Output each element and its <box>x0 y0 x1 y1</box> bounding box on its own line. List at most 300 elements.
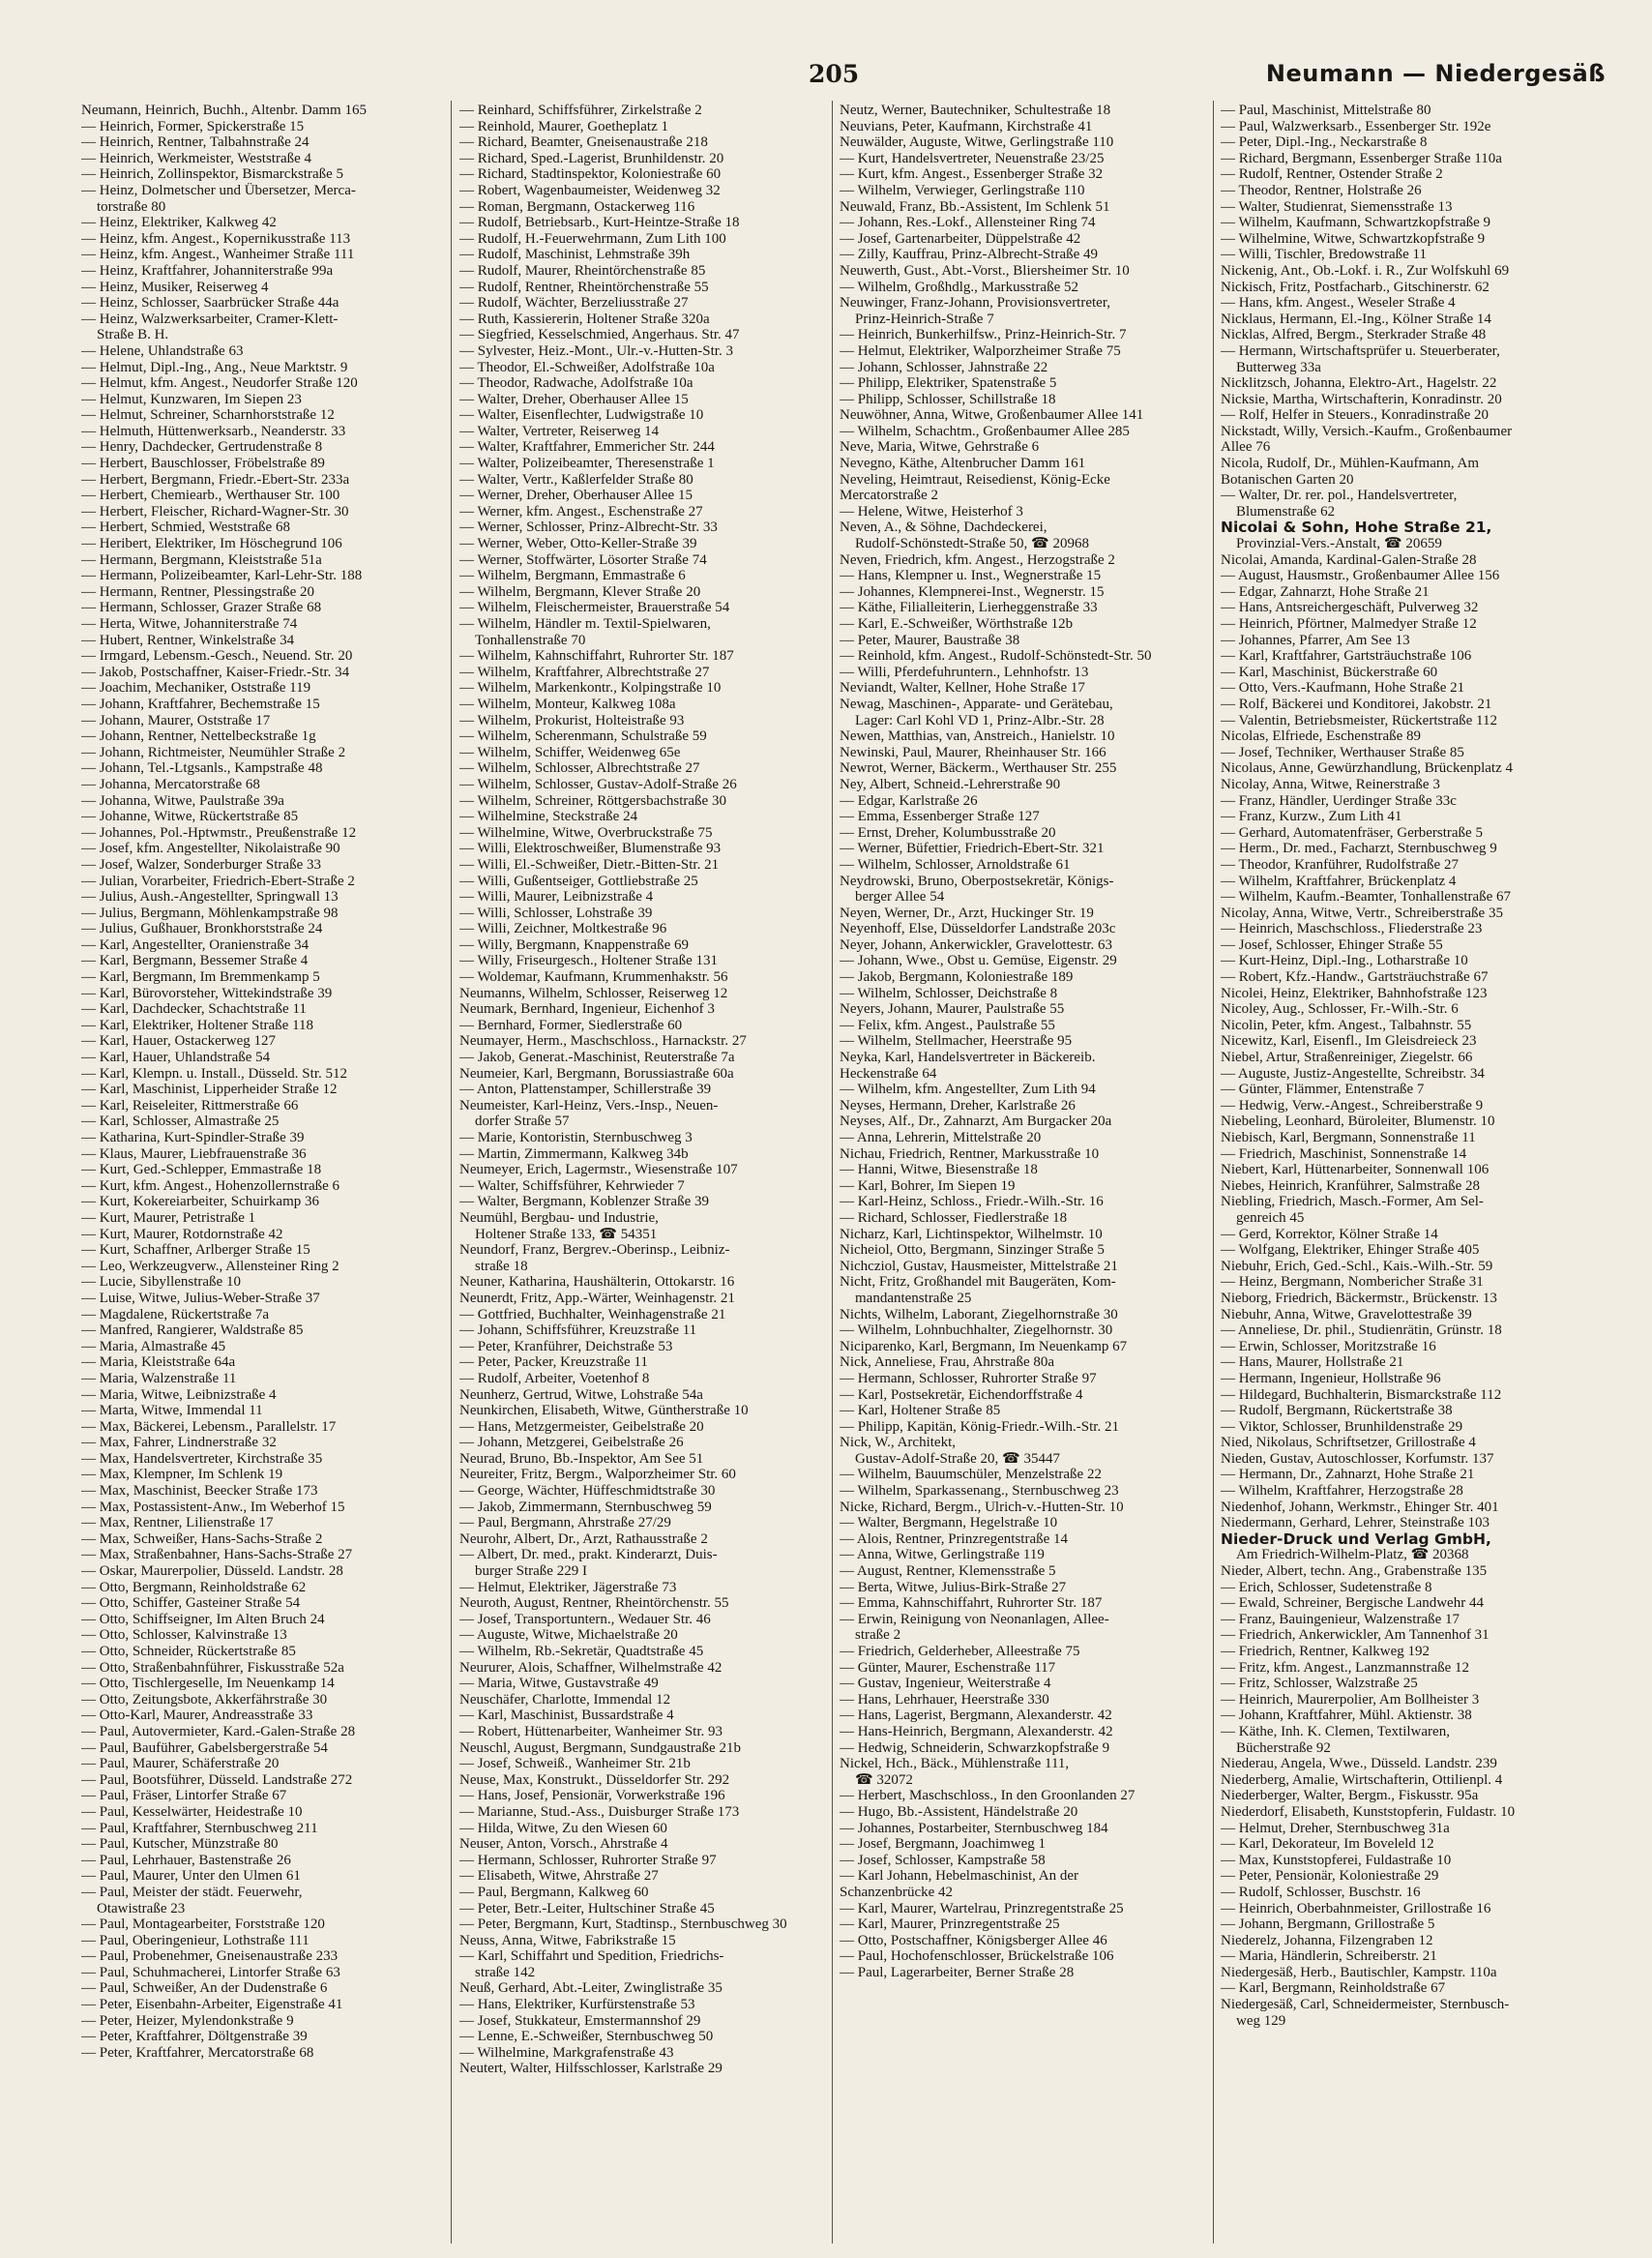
directory-entry: Niebel, Artur, Straßenreiniger, Ziegelstr. 66 <box>1221 1050 1473 1066</box>
directory-entry: — Max, Klempner, Im Schlenk 19 <box>81 1467 283 1483</box>
directory-entry: — Jakob, Bergmann, Koloniestraße 189 <box>840 969 1074 986</box>
directory-entry: Newen, Matthias, van, Anstreich., Hanielstr. 10 <box>840 728 1115 745</box>
directory-entry: — Willi, Schlosser, Lohstraße 39 <box>459 905 653 921</box>
directory-entry: — Otto, Postschaffner, Königsberger Allee 46 <box>840 1932 1107 1948</box>
directory-entry: — Karl, Schiffahrt und Spedition, Friedrichs- <box>459 1948 724 1965</box>
directory-entry: Neviandt, Walter, Kellner, Hohe Straße 17 <box>840 680 1085 697</box>
directory-entry: — Herta, Witwe, Johanniterstraße 74 <box>81 616 298 632</box>
directory-entry: — Johann, Schiffsführer, Kreuzstraße 11 <box>459 1322 697 1339</box>
directory-entry: — Wilhelm, Bergmann, Emmastraße 6 <box>459 568 686 584</box>
directory-entry: — Otto, Schiffer, Gasteiner Straße 54 <box>81 1595 301 1612</box>
directory-entry: Niederdorf, Elisabeth, Kunststopferin, Fuldastr. 10 <box>1221 1803 1516 1820</box>
directory-entry: — August, Rentner, Klemensstraße 5 <box>840 1563 1056 1580</box>
directory-entry: — Paul, Probenehmer, Gneisenaustraße 233 <box>81 1948 339 1965</box>
directory-entry: — Karl, Klempn. u. Install., Düsseld. Str. 512 <box>81 1065 347 1082</box>
directory-entry: — Theodor, Radwache, Adolfstraße 10a <box>459 375 693 392</box>
directory-entry: — Wilhelm, Bauumschüler, Menzelstraße 22 <box>840 1467 1102 1483</box>
directory-entry: — Julius, Gußhauer, Bronkhorststraße 24 <box>81 921 323 937</box>
directory-entry: — Kurt, Kokereiarbeiter, Schuirkamp 36 <box>81 1194 319 1210</box>
directory-entry: — Karl, Maurer, Wartelrau, Prinzregentstraße 25 <box>840 1900 1124 1916</box>
directory-entry: — Rolf, Helfer in Steuers., Konradinstraße 20 <box>1221 407 1490 424</box>
directory-entry: Nick, Anneliese, Frau, Ahrstraße 80a <box>840 1354 1055 1371</box>
directory-entry: Neureiter, Fritz, Bergm., Walporzheimer Str. 60 <box>459 1467 736 1483</box>
directory-entry: — Robert, Kfz.-Handw., Gartsträuchstraße 67 <box>1221 969 1489 986</box>
directory-entry: — Werner, Schlosser, Prinz-Albrecht-Str. 33 <box>459 520 718 536</box>
directory-entry: — Auguste, Witwe, Michaelstraße 20 <box>459 1627 678 1644</box>
directory-entry: Neutz, Werner, Bautechniker, Schultestraße 18 <box>840 103 1111 118</box>
directory-entry: Nieder, Albert, techn. Ang., Grabenstraße 135 <box>1221 1563 1488 1580</box>
directory-entry: — Friedrich, Maschinist, Sonnenstraße 14 <box>1221 1145 1467 1162</box>
directory-entry: — Reinhold, kfm. Angest., Rudolf-Schönstedt-Str. 50 <box>840 648 1152 665</box>
directory-entry: — Julius, Bergmann, Möhlenkampstraße 98 <box>81 905 339 921</box>
directory-entry: — Robert, Wagenbaumeister, Weidenweg 32 <box>459 182 721 198</box>
directory-entry: — Kurt-Heinz, Dipl.-Ing., Lotharstraße 10 <box>1221 953 1468 969</box>
directory-entry: — Peter, Heizer, Mylendonkstraße 9 <box>81 2012 294 2029</box>
directory-entry: — Karl, Maschinist, Lipperheider Straße 12 <box>81 1082 338 1098</box>
directory-entry: — Hans, Klempner u. Inst., Wegnerstraße 15 <box>840 568 1102 584</box>
directory-entry: — Kurt, Maurer, Petristraße 1 <box>81 1209 256 1226</box>
directory-entry: — Otto, Schiffseigner, Im Alten Bruch 24 <box>81 1611 325 1627</box>
directory-entry: — George, Wächter, Hüffeschmidtstraße 30 <box>459 1483 716 1500</box>
directory-entry: Am Friedrich-Wilhelm-Platz, ☎ 20368 <box>1236 1547 1469 1563</box>
directory-entry: straße 142 <box>475 1964 536 1980</box>
directory-entry: — Lucie, Sibyllenstraße 10 <box>81 1274 241 1291</box>
directory-entry: — Helmut, Dreher, Sternbuschweg 31a <box>1221 1820 1450 1836</box>
directory-entry: — Heinrich, Former, Spickerstraße 15 <box>81 118 305 134</box>
directory-entry: — Anton, Plattenstamper, Schillerstraße 39 <box>459 1082 712 1098</box>
directory-entry: — Wilhelm, Kraftfahrer, Herzogstraße 28 <box>1221 1483 1463 1500</box>
directory-entry: — Hermann, Bergmann, Kleiststraße 51a <box>81 551 322 568</box>
directory-entry: — Paul, Montagearbeiter, Forststraße 120 <box>81 1916 325 1933</box>
directory-entry: — Wilhelm, Kaufmann, Schwartzkopfstraße 9 <box>1221 215 1491 231</box>
directory-entry: Nieder-Druck und Verlag GmbH, <box>1221 1530 1491 1548</box>
directory-entry: — Kurt, kfm. Angest., Hohenzollernstraße 6 <box>81 1177 340 1194</box>
directory-entry: — Richard, Sped.-Lagerist, Brunhildenstr. 20 <box>459 150 724 166</box>
directory-entry: — Max, Bäckerei, Lebensm., Parallelstr. 17 <box>81 1418 337 1435</box>
directory-entry: — Johannes, Pol.-Hptwmstr., Preußenstraße 12 <box>81 824 357 841</box>
directory-entry: Neurad, Bruno, Bb.-Inspektor, Am See 51 <box>459 1450 704 1467</box>
directory-entry: — Max, Maschinist, Beecker Straße 173 <box>81 1483 318 1500</box>
directory-entry: torstraße 80 <box>97 198 166 215</box>
directory-entry: — Karl, Hauer, Uhlandstraße 54 <box>81 1050 271 1066</box>
directory-entry: — Albert, Dr. med., prakt. Kinderarzt, Duis- <box>459 1547 718 1563</box>
directory-entry: — Peter, Packer, Kreuzstraße 11 <box>459 1354 648 1371</box>
directory-entry: Neunerdt, Fritz, App.-Wärter, Weinhagenstr. 21 <box>459 1290 735 1306</box>
directory-entry: — Helmut, Elektriker, Walporzheimer Straße 75 <box>840 342 1121 359</box>
directory-entry: — Rolf, Bäckerei und Konditorei, Jakobstr. 21 <box>1221 696 1492 712</box>
directory-entry: mandantenstraße 25 <box>855 1290 972 1306</box>
directory-entry: — Wilhelm, Schiffer, Weidenweg 65e <box>459 744 681 760</box>
directory-entry: — Heinz, Bergmann, Nombericher Straße 31 <box>1221 1274 1484 1291</box>
directory-entry: Neve, Maria, Witwe, Gehrstraße 6 <box>840 439 1040 456</box>
directory-entry: — Erwin, Reinigung von Neonanlagen, Allee- <box>840 1611 1109 1627</box>
directory-entry: — Wilhelm, Bergmann, Klever Straße 20 <box>459 583 701 600</box>
directory-entry: Niebuhr, Erich, Ged.-Schl., Kais.-Wilh.-Str. 59 <box>1221 1258 1493 1274</box>
directory-entry: — August, Hausmstr., Großenbaumer Allee 156 <box>1221 568 1500 584</box>
directory-entry: — Werner, Stoffwärter, Lösorter Straße 74 <box>459 551 707 568</box>
directory-entry: — Karl, Bohrer, Im Siepen 19 <box>840 1177 1016 1194</box>
directory-entry: — Wilhelm, Kahnschiffahrt, Ruhrorter Str. 187 <box>459 648 734 665</box>
directory-entry: — Karl, Maschinist, Bussardstraße 4 <box>459 1708 674 1724</box>
directory-entry: — Peter, Kranführer, Deichstraße 53 <box>459 1338 673 1354</box>
directory-entry: — Gerhard, Automatenfräser, Gerberstraße 5 <box>1221 824 1483 841</box>
directory-entry: — Johann, Wwe., Obst u. Gemüse, Eigenstr. 29 <box>840 953 1117 969</box>
directory-entry: — Wilhelm, Monteur, Kalkweg 108a <box>459 696 676 712</box>
directory-entry: Neunkirchen, Elisabeth, Witwe, Güntherstraße 10 <box>459 1403 749 1419</box>
directory-entry: — Käthe, Filialleiterin, Lierheggenstraße 33 <box>840 600 1098 616</box>
directory-entry: Neururer, Alois, Schaffner, Wilhelmstraße 42 <box>459 1659 723 1676</box>
directory-entry: Rudolf-Schönstedt-Straße 50, ☎ 20968 <box>855 536 1089 552</box>
directory-entry: — Wilhelmine, Witwe, Overbruckstraße 75 <box>459 824 713 841</box>
directory-entry: — Paul, Bergmann, Kalkweg 60 <box>459 1884 649 1900</box>
directory-entry: — Kurt, Maurer, Rotdornstraße 42 <box>81 1226 283 1242</box>
directory-entry: Nickenig, Ant., Ob.-Lokf. i. R., Zur Wolfskuhl 69 <box>1221 262 1510 279</box>
directory-entry: — Wilhelm, Schreiner, Röttgersbachstraße 30 <box>459 792 726 809</box>
directory-entry: Nichcziol, Gustav, Hausmeister, Mittelstraße 21 <box>840 1258 1118 1274</box>
directory-entry: Heckenstraße 64 <box>840 1065 937 1082</box>
directory-entry: — Paul, Walzwerksarb., Essenberger Str. 192e <box>1221 118 1491 134</box>
column-divider <box>451 101 452 2243</box>
directory-entry: — Wilhelm, Schlosser, Albrechtstraße 27 <box>459 760 700 777</box>
directory-entry: — Karl, Postsekretär, Eichendorffstraße 4 <box>840 1386 1083 1403</box>
directory-entry: Tonhallenstraße 70 <box>475 632 586 648</box>
directory-entry: — Helmut, Schreiner, Scharnhorststraße 12 <box>81 407 335 424</box>
directory-entry: — Paul, Meister der städt. Feuerwehr, <box>81 1884 303 1900</box>
directory-entry: — Lenne, E.-Schweißer, Sternbuschweg 50 <box>459 2029 714 2045</box>
directory-entry: — Paul, Maurer, Schäferstraße 20 <box>81 1756 280 1772</box>
directory-entry: — Heinrich, Maschschloss., Fliederstraße 23 <box>1221 921 1483 937</box>
directory-entry: — Johann, Rentner, Nettelbeckstraße 1g <box>81 728 316 745</box>
directory-entry: — Wilhelm, Großhdlg., Markusstraße 52 <box>840 279 1079 295</box>
directory-entry: Provinzial-Vers.-Anstalt, ☎ 20659 <box>1236 536 1442 552</box>
directory-entry: — Johann, Richtmeister, Neumühler Straße 2 <box>81 744 346 760</box>
directory-entry: — Max, Fahrer, Lindnerstraße 32 <box>81 1435 277 1451</box>
directory-entry: — Wilhelm, Scherenmann, Schulstraße 59 <box>459 728 707 745</box>
directory-entry: — Josef, Schlosser, Kampstraße 58 <box>840 1852 1046 1868</box>
directory-entry: — Emma, Essenberger Straße 127 <box>840 809 1040 825</box>
directory-entry: Niebisch, Karl, Bergmann, Sonnenstraße 11 <box>1221 1130 1476 1145</box>
directory-entry: — Willy, Friseurgesch., Holtener Straße 131 <box>459 953 718 969</box>
directory-entry: — Heinrich, Werkmeister, Weststraße 4 <box>81 150 312 166</box>
directory-entry: — Wolfgang, Elektriker, Ehinger Straße 405 <box>1221 1242 1480 1259</box>
directory-entry: Niedermann, Gerhard, Lehrer, Steinstraße 103 <box>1221 1515 1490 1531</box>
directory-entry: — Kurt, Handelsvertreter, Neuenstraße 23/25 <box>840 150 1105 166</box>
directory-entry: — Johann, Res.-Lokf., Allensteiner Ring 74 <box>840 215 1096 231</box>
directory-entry: — Hilda, Witwe, Zu den Wiesen 60 <box>459 1820 667 1836</box>
directory-entry: Niedergesäß, Carl, Schneidermeister, Sternbusch- <box>1221 1997 1510 2013</box>
directory-entry: — Karl, Holtener Straße 85 <box>840 1403 1001 1419</box>
directory-entry: — Johann, Bergmann, Grillostraße 5 <box>1221 1916 1435 1933</box>
directory-entry: Niebes, Heinrich, Kranführer, Salmstraße 28 <box>1221 1177 1481 1194</box>
directory-entry: — Otto, Bergmann, Reinholdstraße 62 <box>81 1579 307 1595</box>
directory-entry: Neven, A., & Söhne, Dachdeckerei, <box>840 520 1047 536</box>
directory-entry: — Henry, Dachdecker, Gertrudenstraße 8 <box>81 439 323 456</box>
directory-entry: — Franz, Händler, Uerdinger Straße 33c <box>1221 792 1457 809</box>
directory-entry: Neyen, Werner, Dr., Arzt, Huckinger Str. 19 <box>840 905 1094 921</box>
directory-entry: — Theodor, Kranführer, Rudolfstraße 27 <box>1221 856 1459 873</box>
directory-entry: Neuse, Max, Konstrukt., Düsseldorfer Str. 292 <box>459 1771 730 1788</box>
directory-entry: Nicht, Fritz, Großhandel mit Baugeräten, Kom- <box>840 1274 1116 1291</box>
directory-entry: — Valentin, Betriebsmeister, Rückertstraße 112 <box>1221 712 1497 728</box>
directory-entry: — Johann, Schlosser, Jahnstraße 22 <box>840 359 1048 375</box>
directory-entry: — Julius, Aush.-Angestellter, Springwall 13 <box>81 889 339 906</box>
directory-entry: — Paul, Bootsführer, Düsseld. Landstraße 272 <box>81 1771 353 1788</box>
directory-entry: — Otto, Zeitungsbote, Akkerfährstraße 30 <box>81 1691 328 1708</box>
directory-entry: — Hans, Lehrhauer, Heerstraße 330 <box>840 1691 1049 1708</box>
directory-entry: — Karl, Dachdecker, Schachtstraße 11 <box>81 1001 307 1018</box>
directory-entry: — Zilly, Kauffrau, Prinz-Albrecht-Straße 49 <box>840 247 1099 263</box>
directory-entry: — Werner, Weber, Otto-Keller-Straße 39 <box>459 536 697 552</box>
directory-entry: — Katharina, Kurt-Spindler-Straße 39 <box>81 1130 305 1145</box>
column-1 <box>81 103 451 2245</box>
directory-entry: — Walter, Dr. rer. pol., Handelsvertreter, <box>1221 488 1458 504</box>
directory-entry: — Otto, Schneider, Rückertstraße 85 <box>81 1644 296 1659</box>
page-header <box>77 60 1613 93</box>
directory-entry: — Kurt, Ged.-Schlepper, Emmastraße 18 <box>81 1162 322 1178</box>
directory-entry: — Friedrich, Ankerwickler, Am Tannenhof 31 <box>1221 1627 1490 1644</box>
directory-entry: — Anneliese, Dr. phil., Studienrätin, Grünstr. 18 <box>1221 1322 1502 1339</box>
directory-entry: Nicolay, Anna, Witwe, Vertr., Schreiberstraße 35 <box>1221 905 1503 921</box>
directory-entry: Neumanns, Wilhelm, Schlosser, Reiserweg 12 <box>459 985 728 1001</box>
directory-entry: Neumeier, Karl, Bergmann, Borussiastraße 60a <box>459 1065 734 1082</box>
directory-entry: — Heinz, Elektriker, Kalkweg 42 <box>81 215 277 231</box>
directory-entry: Neyers, Johann, Maurer, Paulstraße 55 <box>840 1001 1065 1018</box>
directory-entry: — Willi, Maurer, Leibnizstraße 4 <box>459 889 654 906</box>
directory-entry: Neydrowski, Bruno, Oberpostsekretär, Königs- <box>840 873 1114 889</box>
directory-entry: — Johannes, Klempnerei-Inst., Wegnerstr. 15 <box>840 583 1105 600</box>
directory-entry: — Willi, El.-Schweißer, Dietr.-Bitten-Str. 21 <box>459 856 720 873</box>
directory-entry: — Johann, Metzgerei, Geibelstraße 26 <box>459 1435 684 1451</box>
directory-entry: Nichau, Friedrich, Rentner, Markusstraße 10 <box>840 1145 1100 1162</box>
directory-entry: — Josef, Gartenarbeiter, Düppelstraße 42 <box>840 230 1081 247</box>
directory-entry: — Viktor, Schlosser, Brunhildenstraße 29 <box>1221 1418 1463 1435</box>
directory-entry: — Richard, Stadtinspektor, Koloniestraße 60 <box>459 166 722 183</box>
column-3 <box>840 103 1209 2245</box>
directory-entry: — Reinhold, Maurer, Goetheplatz 1 <box>459 118 669 134</box>
directory-entry: — Hans, Metzgermeister, Geibelstraße 20 <box>459 1418 704 1435</box>
directory-entry: Niederelz, Johanna, Filzengraben 12 <box>1221 1932 1433 1948</box>
directory-entry: — Johannes, Pfarrer, Am See 13 <box>1221 632 1410 648</box>
column-2 <box>459 103 829 2245</box>
directory-entry: — Hedwig, Schneiderin, Schwarzkopfstraße 9 <box>840 1739 1110 1756</box>
directory-entry: — Emma, Kahnschiffahrt, Ruhrorter Str. 187 <box>840 1595 1103 1612</box>
directory-entry: — Helmut, Kunzwaren, Im Siepen 23 <box>81 391 302 407</box>
directory-entry: — Wilhelm, Kaufm.-Beamter, Tonhallenstraße 67 <box>1221 889 1512 906</box>
directory-entry: — Rudolf, Maurer, Rheintörchenstraße 85 <box>459 262 706 279</box>
directory-entry: — Theodor, El.-Schweißer, Adolfstraße 10a <box>459 359 715 375</box>
directory-entry: — Hildegard, Buchhalterin, Bismarckstraße 112 <box>1221 1386 1502 1403</box>
directory-entry: — Heinrich, Rentner, Talbahnstraße 24 <box>81 134 310 151</box>
directory-entry: Neumühl, Bergbau- und Industrie, <box>459 1209 659 1226</box>
directory-entry: — Heinrich, Zollinspektor, Bismarckstraße 5 <box>81 166 344 183</box>
directory-entry: — Jakob, Zimmermann, Sternbuschweg 59 <box>459 1499 712 1515</box>
directory-entry: — Willi, Pferdefuhruntern., Lehnhofstr. 13 <box>840 664 1089 680</box>
directory-entry: — Peter, Pensionär, Koloniestraße 29 <box>1221 1868 1439 1885</box>
directory-entry: — Herbert, Fleischer, Richard-Wagner-Str. 30 <box>81 503 349 520</box>
directory-entry: — Johanne, Witwe, Rückertstraße 85 <box>81 809 299 825</box>
directory-entry: — Maria, Händlerin, Schreiberstr. 21 <box>1221 1948 1437 1965</box>
directory-entry: Nichts, Wilhelm, Laborant, Ziegelhornstraße 30 <box>840 1306 1118 1322</box>
directory-entry: — Herbert, Bergmann, Friedr.-Ebert-Str. 233a <box>81 471 350 488</box>
directory-entry: — Rudolf, Bergmann, Rückertstraße 38 <box>1221 1403 1453 1419</box>
directory-entry: Nicolaus, Anne, Gewürzhandlung, Brückenplatz 4 <box>1221 760 1513 777</box>
directory-entry: — Auguste, Justiz-Angestellte, Schreibstr. 34 <box>1221 1065 1485 1082</box>
directory-entry: — Karl-Heinz, Schloss., Friedr.-Wilh.-Str. 16 <box>840 1194 1104 1210</box>
directory-entry: Gustav-Adolf-Straße 20, ☎ 35447 <box>855 1450 1060 1467</box>
directory-entry: — Walter, Kraftfahrer, Emmericher Str. 244 <box>459 439 715 456</box>
directory-entry: — Johann, Maurer, Oststraße 17 <box>81 712 271 728</box>
directory-entry: — Wilhelm, Sparkassenang., Sternbuschweg 23 <box>840 1483 1119 1500</box>
directory-entry: — Heinrich, Pförtner, Malmedyer Straße 12 <box>1221 616 1477 632</box>
directory-entry: — Franz, Bauingenieur, Walzenstraße 17 <box>1221 1611 1460 1627</box>
directory-entry: — Walter, Vertreter, Reiserweg 14 <box>459 423 660 439</box>
directory-entry: Nicolei, Heinz, Elektriker, Bahnhofstraße 123 <box>1221 985 1488 1001</box>
directory-entry: Neveling, Heimtraut, Reisedienst, König-Ecke <box>840 471 1110 488</box>
directory-entry: Nickel, Hch., Bäck., Mühlenstraße 111, <box>840 1756 1070 1772</box>
directory-entry: — Peter, Kraftfahrer, Mercatorstraße 68 <box>81 2044 314 2061</box>
directory-entry: Nicola, Rudolf, Dr., Mühlen-Kaufmann, Am <box>1221 456 1480 472</box>
directory-entry: — Käthe, Inh. K. Clemen, Textilwaren, <box>1221 1723 1450 1739</box>
directory-entry: — Otto, Straßenbahnführer, Fiskusstraße 52a <box>81 1659 344 1676</box>
directory-entry: Neumeyer, Erich, Lagermstr., Wiesenstraße 107 <box>459 1162 738 1178</box>
directory-entry: — Marie, Kontoristin, Sternbuschweg 3 <box>459 1130 693 1145</box>
directory-entry: Nieborg, Friedrich, Bäckermstr., Brückenstr. 13 <box>1221 1290 1497 1306</box>
directory-entry: — Helmut, Elektriker, Jägerstraße 73 <box>459 1579 677 1595</box>
directory-entry: — Günter, Maurer, Eschenstraße 117 <box>840 1659 1056 1676</box>
directory-entry: — Wilhelmine, Markgrafenstraße 43 <box>459 2044 674 2061</box>
directory-entry: Newinski, Paul, Maurer, Rheinhauser Str. 166 <box>840 744 1106 760</box>
directory-entry: — Theodor, Rentner, Holstraße 26 <box>1221 182 1422 198</box>
directory-entry: Nicolin, Peter, kfm. Angest., Talbahnstr. 55 <box>1221 1017 1472 1033</box>
directory-entry: Niebuhr, Anna, Witwe, Gravelottestraße 39 <box>1221 1306 1472 1322</box>
directory-entry: — Werner, Dreher, Oberhauser Allee 15 <box>459 488 693 504</box>
directory-entry: — Fritz, Schlosser, Walzstraße 25 <box>1221 1676 1418 1692</box>
directory-entry: — Max, Handelsvertreter, Kirchstraße 35 <box>81 1450 323 1467</box>
directory-entry: — Paul, Kesselwärter, Heidestraße 10 <box>81 1803 303 1820</box>
directory-entry: Nicharz, Karl, Lichtinspektor, Wilhelmstr. 10 <box>840 1226 1103 1242</box>
directory-entry: — Hans, Lagerist, Bergmann, Alexanderstr. 42 <box>840 1708 1112 1724</box>
directory-entry: — Wilhelm, Verwieger, Gerlingstraße 110 <box>840 182 1085 198</box>
directory-entry: Nied, Nikolaus, Schriftsetzer, Grillostraße 4 <box>1221 1435 1476 1451</box>
directory-entry: — Karl, Maschinist, Bückerstraße 60 <box>1221 664 1438 680</box>
directory-entry: Niebeling, Leonhard, Büroleiter, Blumenstr. 10 <box>1221 1114 1495 1130</box>
directory-entry: Neuwälder, Auguste, Witwe, Gerlingstraße 110 <box>840 134 1114 151</box>
directory-entry: — Walter, Bergmann, Hegelstraße 10 <box>840 1515 1058 1531</box>
directory-entry: Butterweg 33a <box>1236 359 1321 375</box>
directory-entry: — Wilhelm, Schlosser, Arnoldstraße 61 <box>840 856 1071 873</box>
directory-entry: — Wilhelm, Händler m. Textil-Spielwaren, <box>459 616 711 632</box>
directory-entry: — Wilhelmine, Witwe, Schwartzkopfstraße 9 <box>1221 230 1486 247</box>
column-4 <box>1221 103 1590 2245</box>
directory-entry: — Karl, Dekorateur, Im Boveleld 12 <box>1221 1836 1434 1853</box>
directory-entry: — Paul, Schuhmacherei, Lintorfer Straße 63 <box>81 1964 340 1980</box>
directory-entry: Neuser, Anton, Vorsch., Ahrstraße 4 <box>459 1836 668 1853</box>
directory-entry: Nicolay, Anna, Witwe, Reinerstraße 3 <box>1221 776 1440 792</box>
directory-entry: — Ewald, Schreiner, Bergische Landwehr 44 <box>1221 1595 1484 1612</box>
directory-entry: — Hermann, Polizeibeamter, Karl-Lehr-Str. 188 <box>81 568 363 584</box>
directory-entry: — Karl, Kraftfahrer, Gartsträuchstraße 106 <box>1221 648 1472 665</box>
directory-entry: — Heinz, kfm. Angest., Wanheimer Straße 111 <box>81 247 355 263</box>
directory-entry: — Josef, Schlosser, Ehinger Straße 55 <box>1221 936 1443 953</box>
directory-entry: — Max, Schweißer, Hans-Sachs-Straße 2 <box>81 1530 323 1547</box>
directory-entry: — Hans, kfm. Angest., Weseler Straße 4 <box>1221 295 1456 312</box>
directory-entry: Nicewitz, Karl, Eisenfl., Im Gleisdreieck 23 <box>1221 1033 1477 1050</box>
directory-entry: Nicolai & Sohn, Hohe Straße 21, <box>1221 520 1492 537</box>
directory-entry: — Peter, Dipl.-Ing., Neckarstraße 8 <box>1221 134 1428 151</box>
directory-entry: — Ruth, Kassiererin, Holtener Straße 320a <box>459 311 710 327</box>
directory-entry: — Rudolf, Schlosser, Buschstr. 16 <box>1221 1884 1421 1900</box>
directory-entry: — Hans, Elektriker, Kurfürstenstraße 53 <box>459 1997 695 2013</box>
directory-entry: — Josef, Transportuntern., Wedauer Str. 46 <box>459 1611 711 1627</box>
directory-entry: — Walter, Studienrat, Siemensstraße 13 <box>1221 198 1453 215</box>
directory-entry: — Otto-Karl, Maurer, Andreasstraße 33 <box>81 1708 313 1724</box>
directory-entry: — Heinz, Walzwerksarbeiter, Cramer-Klett- <box>81 311 339 327</box>
directory-entry: — Woldemar, Kaufmann, Krummenhakstr. 56 <box>459 969 728 986</box>
directory-entry: berger Allee 54 <box>855 889 945 906</box>
directory-entry: — Hans, Antsreichergeschäft, Pulverweg 32 <box>1221 600 1479 616</box>
directory-entry: dorfer Straße 57 <box>475 1114 570 1130</box>
directory-entry: — Julian, Vorarbeiter, Friedrich-Ebert-Straße 2 <box>81 873 355 889</box>
directory-entry: — Herm., Dr. med., Facharzt, Sternbuschweg 9 <box>1221 841 1497 857</box>
directory-entry: — Kurt, kfm. Angest., Essenberger Straße 32 <box>840 166 1104 183</box>
directory-entry: — Richard, Bergmann, Essenberger Straße 110a <box>1221 150 1502 166</box>
directory-entry: Neuschäfer, Charlotte, Immendal 12 <box>459 1691 671 1708</box>
directory-entry: — Walter, Dreher, Oberhauser Allee 15 <box>459 391 689 407</box>
directory-entry: Neuner, Katharina, Haushälterin, Ottokarstr. 16 <box>459 1274 735 1291</box>
directory-entry: Neumark, Bernhard, Ingenieur, Eichenhof 3 <box>459 1001 715 1018</box>
page-number: 205 <box>809 60 860 88</box>
directory-entry: — Karl, Bürovorsteher, Wittekindstraße 39 <box>81 985 333 1001</box>
directory-entry: — Willi, Tischler, Bredowstraße 11 <box>1221 247 1427 263</box>
directory-entry: — Hermann, Rentner, Plessingstraße 20 <box>81 583 315 600</box>
directory-entry: Neuwald, Franz, Bb.-Assistent, Im Schlenk 51 <box>840 198 1110 215</box>
directory-entry: — Paul, Schweißer, An der Dudenstraße 6 <box>81 1980 328 1997</box>
directory-entry: Neumayer, Herm., Maschschloss., Harnackstr. 27 <box>459 1033 747 1050</box>
directory-entry: Neuwerth, Gust., Abt.-Vorst., Bliersheimer Str. 10 <box>840 262 1130 279</box>
directory-entry: — Berta, Witwe, Julius-Birk-Straße 27 <box>840 1579 1067 1595</box>
directory-entry: — Alois, Rentner, Prinzregentstraße 14 <box>840 1530 1069 1547</box>
directory-entry: — Oskar, Maurerpolier, Düsseld. Landstr. 28 <box>81 1563 343 1580</box>
directory-entry: Nickisch, Fritz, Postfacharb., Gitschinerstr. 62 <box>1221 279 1490 295</box>
directory-entry: — Philipp, Schlosser, Schillstraße 18 <box>840 391 1056 407</box>
directory-entry: — Marianne, Stud.-Ass., Duisburger Straße 173 <box>459 1803 740 1820</box>
directory-entry: — Friedrich, Gelderheber, Alleestraße 75 <box>840 1644 1080 1659</box>
directory-entry: — Kurt, Schaffner, Arlberger Straße 15 <box>81 1242 310 1259</box>
directory-entry: — Karl, Bergmann, Reinholdstraße 67 <box>1221 1980 1446 1997</box>
directory-entry: — Irmgard, Lebensm.-Gesch., Neuend. Str. 20 <box>81 648 353 665</box>
directory-entry: — Johanna, Mercatorstraße 68 <box>81 776 260 792</box>
directory-entry: — Heinz, Dolmetscher und Übersetzer, Merca- <box>81 182 356 198</box>
directory-entry: — Max, Straßenbahner, Hans-Sachs-Straße 27 <box>81 1547 353 1563</box>
directory-entry: — Wilhelm, Lohnbuchhalter, Ziegelhornstr. 30 <box>840 1322 1113 1339</box>
directory-entry: — Paul, Fräser, Lintorfer Straße 67 <box>81 1788 287 1804</box>
directory-entry: — Helene, Witwe, Heisterhof 3 <box>840 503 1023 520</box>
directory-entry: — Johann, Tel.-Ltgsanls., Kampstraße 48 <box>81 760 323 777</box>
directory-entry: Newag, Maschinen-, Apparate- und Gerätebau, <box>840 696 1113 712</box>
directory-entry: — Heinz, kfm. Angest., Kopernikusstraße 113 <box>81 230 351 247</box>
directory-entry: — Erwin, Schlosser, Moritzstraße 16 <box>1221 1338 1436 1354</box>
directory-entry: — Wilhelmine, Steckstraße 24 <box>459 809 638 825</box>
directory-entry: — Heinrich, Oberbahnmeister, Grillostraße 16 <box>1221 1900 1491 1916</box>
directory-entry: — Werner, kfm. Angest., Eschenstraße 27 <box>459 503 703 520</box>
directory-entry: Newrot, Werner, Bäckerm., Werthauser Str. 255 <box>840 760 1117 777</box>
directory-entry: — Wilhelm, Markenkontr., Kolpingstraße 10 <box>459 680 722 697</box>
directory-entry: — Walter, Polizeibeamter, Theresenstraße 1 <box>459 456 715 472</box>
directory-entry: — Herbert, Maschschloss., In den Groonlanden 27 <box>840 1788 1136 1804</box>
directory-entry: — Josef, Schweiß., Wanheimer Str. 21b <box>459 1756 691 1772</box>
directory-entry: — Wilhelm, Kraftfahrer, Brückenplatz 4 <box>1221 873 1457 889</box>
directory-entry: — Josef, Walzer, Sonderburger Straße 33 <box>81 856 321 873</box>
